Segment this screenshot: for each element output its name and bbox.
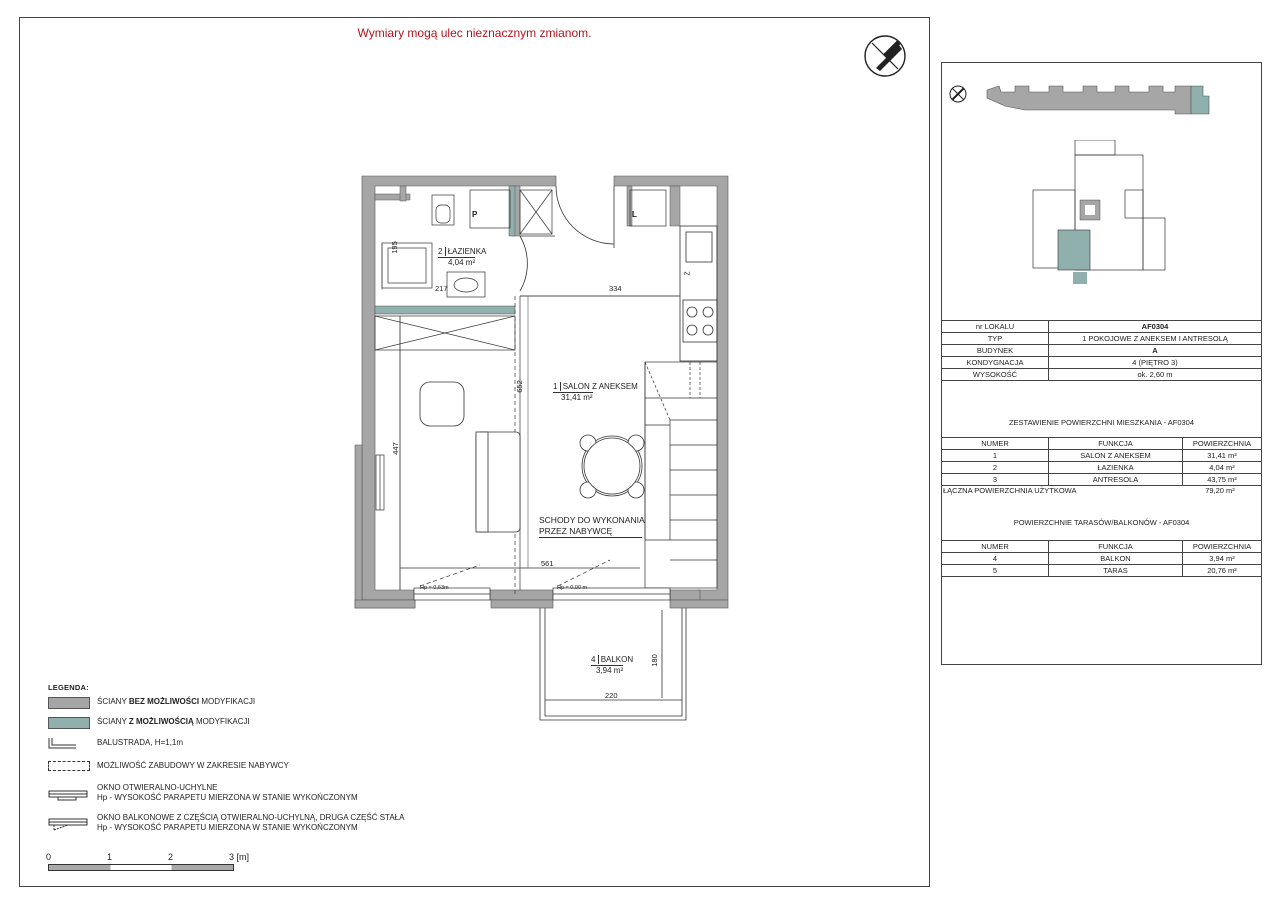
scale-segments	[48, 864, 234, 871]
room-name: BALKON	[598, 655, 633, 664]
info-row	[942, 357, 1262, 369]
table-cell: 43,75 m²	[1183, 474, 1262, 486]
header-cell: POWIERZCHNIA	[1183, 541, 1262, 553]
legend-text: MOŻLIWOŚĆ ZABUDOWY W ZAKRESIE NABYWCY	[97, 761, 289, 770]
floor-key-plan	[1025, 140, 1170, 285]
legend-text-pre: ŚCIANY	[97, 697, 129, 706]
dim-217: 217	[435, 284, 448, 293]
legend-text	[97, 697, 255, 707]
balcony-window-icon	[48, 817, 88, 831]
legend	[48, 683, 405, 832]
terraces-title: POWIERZCHNIE TARASÓW/BALKONÓW - AF0304	[1013, 518, 1190, 527]
info-label: KONDYGNACJA	[942, 357, 1049, 369]
building-key-plan	[985, 82, 1225, 122]
table-row	[942, 565, 1262, 577]
info-value: AF0304	[1049, 321, 1262, 333]
dim-220: 220	[605, 691, 618, 700]
table-cell: TARAS	[1049, 565, 1183, 577]
table-cell: 4,04 m²	[1183, 462, 1262, 474]
terraces-header-row	[942, 541, 1262, 553]
info-row	[942, 369, 1262, 381]
legend-text-bold: BEZ MOŻLIWOŚCI	[128, 697, 200, 706]
apartment-info-table	[941, 320, 1262, 381]
table-row	[942, 462, 1262, 474]
stairs-note	[539, 515, 645, 538]
railing-icon	[48, 738, 78, 750]
dim-334: 334	[609, 284, 622, 293]
info-value: A	[1049, 345, 1262, 357]
stairs-note-line-1: SCHODY DO WYKONANIA	[539, 515, 645, 525]
info-label: BUDYNEK	[942, 345, 1049, 357]
areas-title: ZESTAWIENIE POWIERZCHNI MIESZKANIA - AF0304	[1008, 418, 1195, 427]
total-area-value: 79,20 m²	[1205, 486, 1235, 495]
table-cell: 2	[942, 462, 1049, 474]
info-value: 4 (PIĘTRO 3)	[1049, 357, 1262, 369]
scale-label: 3 [m]	[229, 852, 250, 862]
dashed-box-icon	[48, 761, 90, 771]
total-area-label: ŁĄCZNA POWIERZCHNIA UŻYTKOWA	[943, 486, 1077, 495]
table-row	[942, 450, 1262, 462]
fixture-z: Z	[684, 271, 692, 276]
legend-text-post: MODYFIKACJI	[193, 717, 250, 726]
table-cell: SALON Z ANEKSEM	[1049, 450, 1183, 462]
legend-text-line: OKNO OTWIERALNO-UCHYLNE	[97, 783, 218, 792]
info-value: 1 POKOJOWE Z ANEKSEM I ANTRESOLĄ	[1049, 333, 1262, 345]
legend-text	[97, 813, 404, 833]
scale-label: 0	[46, 852, 52, 862]
room-label-balcony	[591, 654, 633, 676]
info-row	[942, 333, 1262, 345]
room-number: 2	[438, 247, 443, 256]
legend-text-post: MODYFIKACJI	[199, 697, 256, 706]
info-label: TYP	[942, 333, 1049, 345]
outer-walls	[355, 176, 728, 608]
window-icon	[48, 789, 88, 801]
modifiable-wall-swatch	[48, 717, 90, 729]
legend-text-pre: ŚCIANY	[97, 717, 129, 726]
table-cell: 3,94 m²	[1183, 553, 1262, 565]
areas-header-row	[942, 438, 1262, 450]
dim-447: 447	[390, 442, 400, 455]
window-hp-2: Hp = 0,00 m	[557, 585, 588, 591]
header-cell: NUMER	[942, 541, 1049, 553]
info-label: nr LOKALU	[942, 321, 1049, 333]
dimension-notice: Wymiary mogą ulec nieznacznym zmianom.	[357, 26, 592, 40]
header-cell: FUNKCJA	[1049, 438, 1183, 450]
legend-text	[97, 717, 250, 727]
legend-text-line: Hp - WYSOKOŚĆ PARAPETU MIERZONA W STANIE WYKOŃCZONYM	[97, 793, 358, 802]
scale-label: 1	[107, 852, 113, 862]
header-cell: NUMER	[942, 438, 1049, 450]
room-area: 31,41 m²	[553, 392, 593, 402]
north-arrow-small-icon	[948, 84, 968, 104]
legend-text-bold: Z MOŻLIWOŚCIĄ	[128, 717, 194, 726]
legend-title: LEGENDA:	[48, 683, 89, 692]
table-cell: ANTRESOLA	[1049, 474, 1183, 486]
table-cell: 3	[942, 474, 1049, 486]
header-cell: FUNKCJA	[1049, 541, 1183, 553]
dim-652: 652	[514, 380, 524, 393]
table-row	[942, 474, 1262, 486]
room-label-bathroom	[438, 246, 486, 268]
info-label: WYSOKOŚĆ	[942, 369, 1049, 381]
legend-text-line: Hp - WYSOKOŚĆ PARAPETU MIERZONA W STANIE WYKOŃCZONYM	[97, 823, 358, 832]
header-cell: POWIERZCHNIA	[1183, 438, 1262, 450]
legend-text-line: OKNO BALKONOWE Z CZĘŚCIĄ OTWIERALNO-UCHYLNĄ, DRUGA CZĘŚĆ STAŁA	[97, 813, 405, 822]
scale-label: 2	[168, 852, 174, 862]
legend-text: BALUSTRADA, H=1,1m	[97, 738, 184, 747]
fixture-l: L	[632, 210, 637, 219]
dim-195: 195	[389, 241, 399, 254]
stairs-note-line-2: PRZEZ NABYWCĘ	[539, 526, 642, 538]
table-cell: 20,76 m²	[1183, 565, 1262, 577]
fixed-wall-swatch	[48, 697, 90, 709]
table-cell: 4	[942, 553, 1049, 565]
table-cell: BALKON	[1049, 553, 1183, 565]
room-number: 4	[591, 655, 596, 664]
room-name: ŁAZIENKA	[445, 247, 487, 256]
room-number: 1	[553, 382, 558, 391]
table-cell: 31,41 m²	[1183, 450, 1262, 462]
table-cell: 5	[942, 565, 1049, 577]
dim-561: 561	[541, 559, 554, 568]
legend-text	[97, 783, 358, 803]
fixture-p: P	[472, 210, 478, 219]
info-row	[942, 321, 1262, 333]
room-name: SALON Z ANEKSEM	[560, 382, 638, 391]
info-value: ok. 2,60 m	[1049, 369, 1262, 381]
table-cell: ŁAZIENKA	[1049, 462, 1183, 474]
room-label-salon	[553, 381, 638, 403]
terraces-table	[941, 540, 1262, 577]
room-area: 3,94 m²	[591, 665, 623, 675]
areas-table	[941, 437, 1262, 486]
window-hp-1: Hp = 0,63m	[420, 585, 449, 591]
dim-180: 180	[649, 654, 659, 667]
room-area: 4,04 m²	[438, 257, 475, 267]
table-cell: 1	[942, 450, 1049, 462]
table-row	[942, 553, 1262, 565]
info-row	[942, 345, 1262, 357]
